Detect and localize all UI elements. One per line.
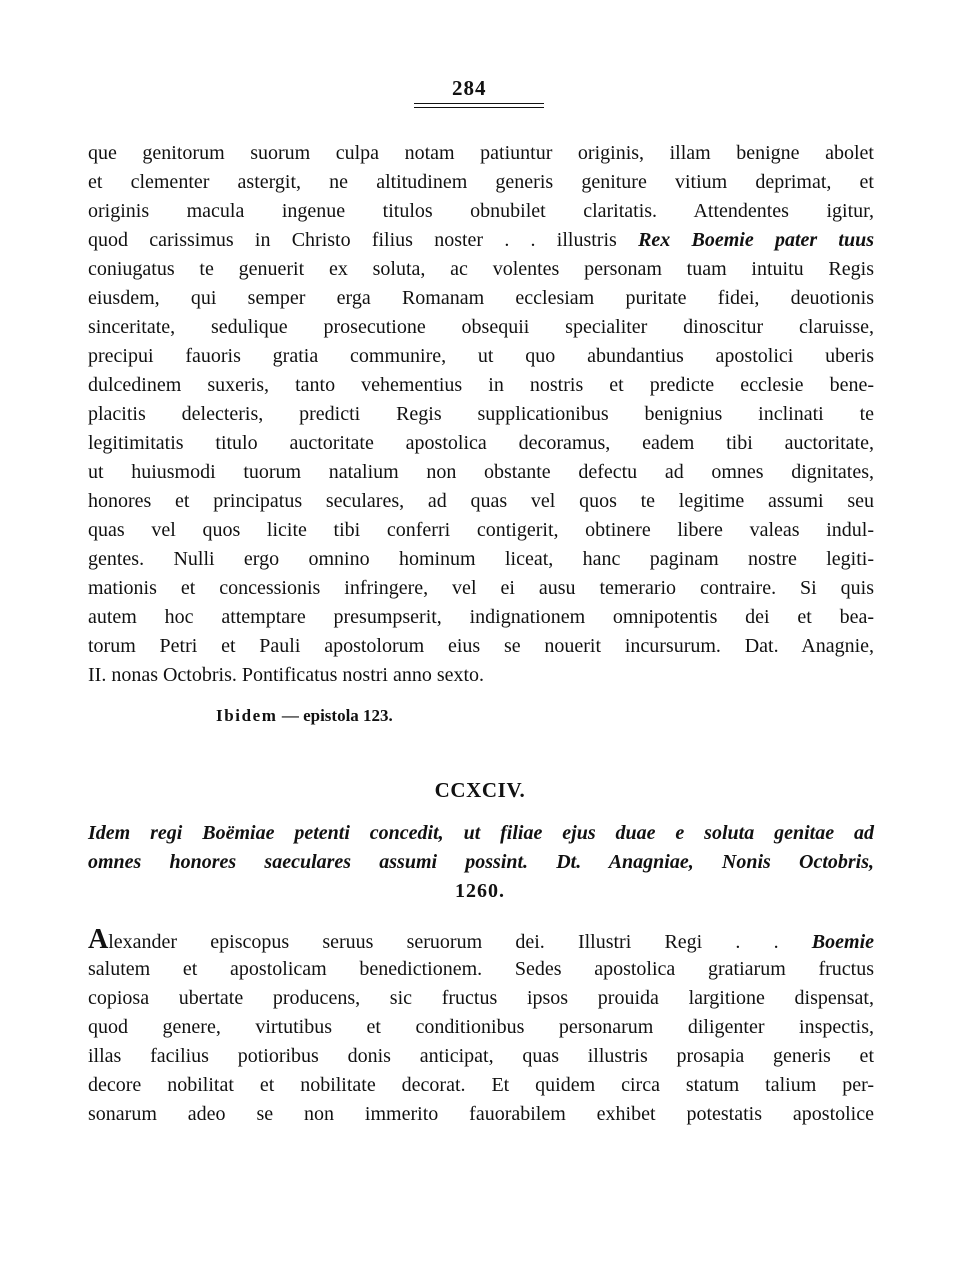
text-line: decore nobilitat et nobilitate decorat. Et quidem circa statum talium per- — [88, 1074, 874, 1096]
drop-cap: A — [88, 924, 109, 955]
text-line: placitis delecteris, predicti Regis supplicationibus benignius inclinati te — [88, 403, 874, 425]
text-line: legitimitatis titulo auctoritate apostolica decoramus, eadem tibi auctoritate, — [88, 432, 874, 454]
text-line: mationis et concessionis infringere, vel ei ausu temerario contraire. Si quis — [88, 577, 874, 599]
header-rule-bottom — [414, 107, 544, 108]
text-line: honores et principatus seculares, ad quas vel quos te legitime assumi seu — [88, 490, 874, 512]
text-line: sinceritate, sedulique prosecutione obsequii specialiter dinoscitur claruisse, — [88, 316, 874, 338]
text-line: que genitorum suorum culpa notam patiuntur originis, illam benigne abolet — [88, 142, 874, 164]
text-line: autem hoc attemptare presumpserit, indignationem omnipotentis dei et bea- — [88, 606, 874, 628]
text-line: et clementer astergit, ne altitudinem generis geniture vitium deprimat, et — [88, 171, 874, 193]
text-line: II. nonas Octobris. Pontificatus nostri anno sexto. — [88, 664, 485, 686]
text-line: quas vel quos licite tibi conferri contigerit, obtinere libere valeas indul- — [88, 519, 874, 541]
text-line: dulcedinem suxeris, tanto vehementius in nostris et predicte ecclesie bene- — [88, 374, 874, 396]
text-line: precipui fauoris gratia communire, ut quo abundantius apostolici uberis — [88, 345, 874, 367]
page-number: 284 — [452, 76, 487, 100]
text-line: eiusdem, qui semper erga Romanam ecclesiam puritate fidei, deuotionis — [88, 287, 874, 309]
text-line: salutem et apostolicam benedictionem. Sedes apostolica gratiarum fructus — [88, 958, 874, 980]
text-line — [88, 225, 874, 255]
text-line: illas facilius potioribus donis anticipat, quas illustris prosapia generis et — [88, 1045, 874, 1067]
italic-phrase: Rex Boemie pater tuus — [638, 229, 875, 251]
text-line: quod genere, virtutibus et conditionibus personarum diligenter inspectis, — [88, 1016, 874, 1038]
page-header — [0, 76, 960, 110]
summary-line: Idem regi Boëmiae petenti concedit, ut filiae ejus duae e soluta genitae ad — [88, 822, 874, 844]
text-line: originis macula ingenue titulos obnubilet claritatis. Attendentes igitur, — [88, 200, 874, 222]
source-citation — [216, 704, 393, 728]
source-epistola: — epistola 123. — [281, 706, 393, 725]
header-rule-top — [414, 103, 544, 104]
text-segment: lexander episcopus seruus seruorum dei. Illustri Regi . . — [108, 931, 779, 953]
text-line: copiosa ubertate producens, sic fructus ipsos prouida largitione dispensat, — [88, 987, 874, 1009]
summary-line: omnes honores saeculares assumi possint. Dt. Anagniae, Nonis Octobris, — [88, 851, 874, 873]
text-line: sonarum adeo se non immerito fauorabilem exhibet potestatis apostolice — [88, 1103, 874, 1125]
text-line: gentes. Nulli ergo omnino hominum liceat, hanc paginam nostre legiti- — [88, 548, 874, 570]
italic-word: Boemie — [811, 931, 875, 953]
summary-year: 1260. — [455, 880, 505, 902]
text-segment: quod carissimus in Christo filius noster . . illustris — [88, 229, 617, 251]
text-line: ut huiusmodi tuorum natalium non obstante defectu ad omnes dignitates, — [88, 461, 874, 483]
text-line: torum Petri et Pauli apostolorum eius se nouerit incursurum. Dat. Anagnie, — [88, 635, 874, 657]
source-ibidem: Ibidem — [216, 706, 278, 725]
text-line — [88, 925, 874, 955]
document-number: CCXCIV. — [434, 778, 526, 802]
text-line: coniugatus te genuerit ex soluta, ac volentes personam tuam intuitu Regis — [88, 258, 874, 280]
